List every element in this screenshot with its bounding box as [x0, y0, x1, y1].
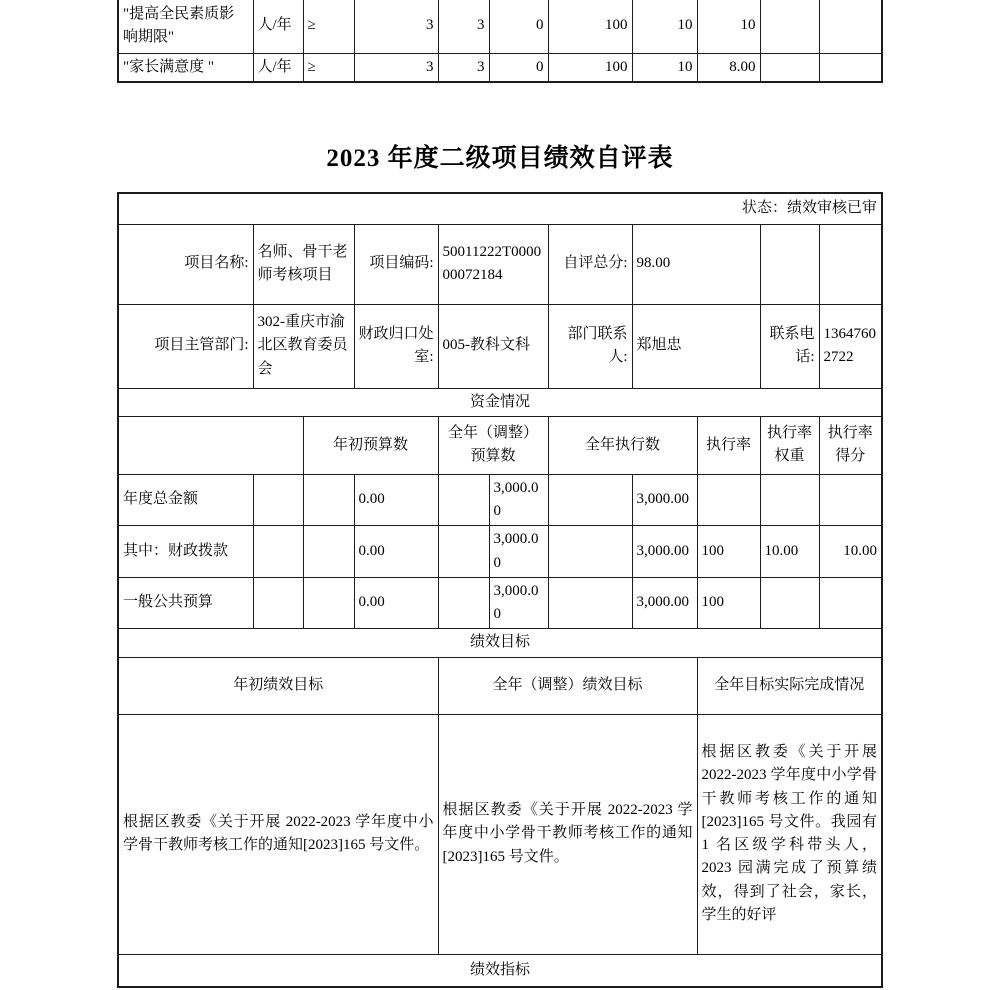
funding-rate: 100	[697, 526, 760, 578]
indicator-value: 100	[548, 53, 632, 82]
indicator-name: "家长满意度 "	[118, 53, 253, 82]
indicator-value: 0	[489, 0, 548, 53]
funding-score	[819, 577, 882, 629]
project-name-value: 名师、骨干老师考核项目	[253, 224, 354, 304]
table-row	[118, 388, 882, 416]
empty-cell	[548, 526, 632, 578]
empty-cell	[253, 526, 303, 578]
indicator-value: 10	[632, 53, 697, 82]
contact-value: 郑旭忠	[632, 304, 760, 388]
status-text: 状态：绩效审核已审	[118, 193, 882, 224]
empty-cell	[819, 0, 882, 53]
table-row	[118, 224, 882, 304]
empty-cell	[253, 577, 303, 629]
empty-cell	[760, 0, 819, 53]
goal-actual-text: 根据区教委《关于开展 2022-2023 学年度中小学骨干教师考核工作的通知[2023]165 号文件。我园有 1 名区级学科带头人，2023 园满完成了预算绩效，得到了社会，家长，学生的好评	[697, 714, 882, 954]
empty-cell	[253, 474, 303, 526]
indicator-value: 3	[354, 0, 438, 53]
self-score-label: 自评总分:	[548, 224, 632, 304]
section-title-funding: 资金情况	[118, 388, 882, 416]
indicator-unit: 人/年	[253, 53, 303, 82]
col-header-initial-budget: 年初预算数	[303, 416, 438, 474]
finance-office-label: 财政归口处室:	[354, 304, 438, 388]
funding-adjusted: 3,000.00	[489, 577, 548, 629]
funding-executed: 3,000.00	[632, 474, 697, 526]
table-row	[118, 0, 882, 53]
empty-cell	[438, 577, 489, 629]
col-header-rate-weight: 执行率权重	[760, 416, 819, 474]
indicator-name: "提高全民素质影响期限"	[118, 0, 253, 53]
goal-header-adjusted: 全年（调整）绩效目标	[438, 657, 697, 714]
indicator-value: 10	[697, 0, 760, 53]
table-row	[118, 304, 882, 388]
finance-office-value: 005-教科文科	[438, 304, 548, 388]
indicator-value: 10	[632, 0, 697, 53]
project-code-value: 50011222T000000072184	[438, 224, 548, 304]
dept-label: 项目主管部门:	[118, 304, 253, 388]
funding-score	[819, 474, 882, 526]
col-header-rate: 执行率	[697, 416, 760, 474]
table-row	[118, 714, 882, 954]
page-title: 2023 年度二级项目绩效自评表	[326, 145, 674, 172]
empty-cell	[548, 577, 632, 629]
funding-initial: 0.00	[354, 474, 438, 526]
funding-rate: 100	[697, 577, 760, 629]
section-title-goals: 绩效目标	[118, 629, 882, 657]
empty-cell	[819, 53, 882, 82]
table-row	[118, 53, 882, 82]
empty-cell	[118, 416, 303, 474]
indicator-value: 3	[438, 53, 489, 82]
funding-rate	[697, 474, 760, 526]
goal-header-initial: 年初绩效目标	[118, 657, 438, 714]
empty-cell	[438, 526, 489, 578]
indicator-operator: ≥	[303, 0, 354, 53]
table-row	[118, 954, 882, 987]
empty-cell	[303, 526, 354, 578]
funding-initial: 0.00	[354, 526, 438, 578]
indicator-table-partial	[117, 0, 883, 83]
table-row	[118, 629, 882, 657]
col-header-adjusted-budget: 全年（调整）预算数	[438, 416, 548, 474]
indicator-value: 0	[489, 53, 548, 82]
phone-value: 13647602722	[819, 304, 882, 388]
funding-adjusted: 3,000.00	[489, 526, 548, 578]
funding-row-label: 一般公共预算	[118, 577, 253, 629]
table-row	[118, 193, 882, 224]
self-evaluation-table	[117, 192, 883, 988]
funding-initial: 0.00	[354, 577, 438, 629]
contact-label: 部门联系人:	[548, 304, 632, 388]
table-row	[118, 577, 882, 629]
indicator-unit: 人/年	[253, 0, 303, 53]
funding-weight: 10.00	[760, 526, 819, 578]
empty-cell	[303, 577, 354, 629]
empty-cell	[819, 224, 882, 304]
funding-executed: 3,000.00	[632, 577, 697, 629]
phone-label: 联系电话:	[760, 304, 819, 388]
indicator-value: 8.00	[697, 53, 760, 82]
funding-row-label: 年度总金额	[118, 474, 253, 526]
funding-executed: 3,000.00	[632, 526, 697, 578]
empty-cell	[438, 474, 489, 526]
table-row	[118, 657, 882, 714]
indicator-value: 3	[438, 0, 489, 53]
indicator-value: 3	[354, 53, 438, 82]
empty-cell	[760, 53, 819, 82]
funding-score: 10.00	[819, 526, 882, 578]
project-name-label: 项目名称:	[118, 224, 253, 304]
dept-value: 302-重庆市渝北区教育委员会	[253, 304, 354, 388]
funding-weight	[760, 474, 819, 526]
funding-adjusted: 3,000.00	[489, 474, 548, 526]
empty-cell	[303, 474, 354, 526]
table-row	[118, 526, 882, 578]
table-row	[118, 416, 882, 474]
goal-adjusted-text: 根据区教委《关于开展 2022-2023 学年度中小学骨干教师考核工作的通知[2023]165 号文件。	[438, 714, 697, 954]
self-score-value: 98.00	[632, 224, 760, 304]
empty-cell	[760, 224, 819, 304]
section-title-indicators: 绩效指标	[118, 954, 882, 987]
goal-header-actual: 全年目标实际完成情况	[697, 657, 882, 714]
indicator-value: 100	[548, 0, 632, 53]
col-header-rate-score: 执行率得分	[819, 416, 882, 474]
empty-cell	[548, 474, 632, 526]
table-row	[118, 474, 882, 526]
indicator-operator: ≥	[303, 53, 354, 82]
col-header-executed: 全年执行数	[548, 416, 697, 474]
goal-initial-text: 根据区教委《关于开展 2022-2023 学年度中小学骨干教师考核工作的通知[2023]165 号文件。	[118, 714, 438, 954]
funding-row-label: 其中：财政拨款	[118, 526, 253, 578]
funding-weight	[760, 577, 819, 629]
project-code-label: 项目编码:	[354, 224, 438, 304]
